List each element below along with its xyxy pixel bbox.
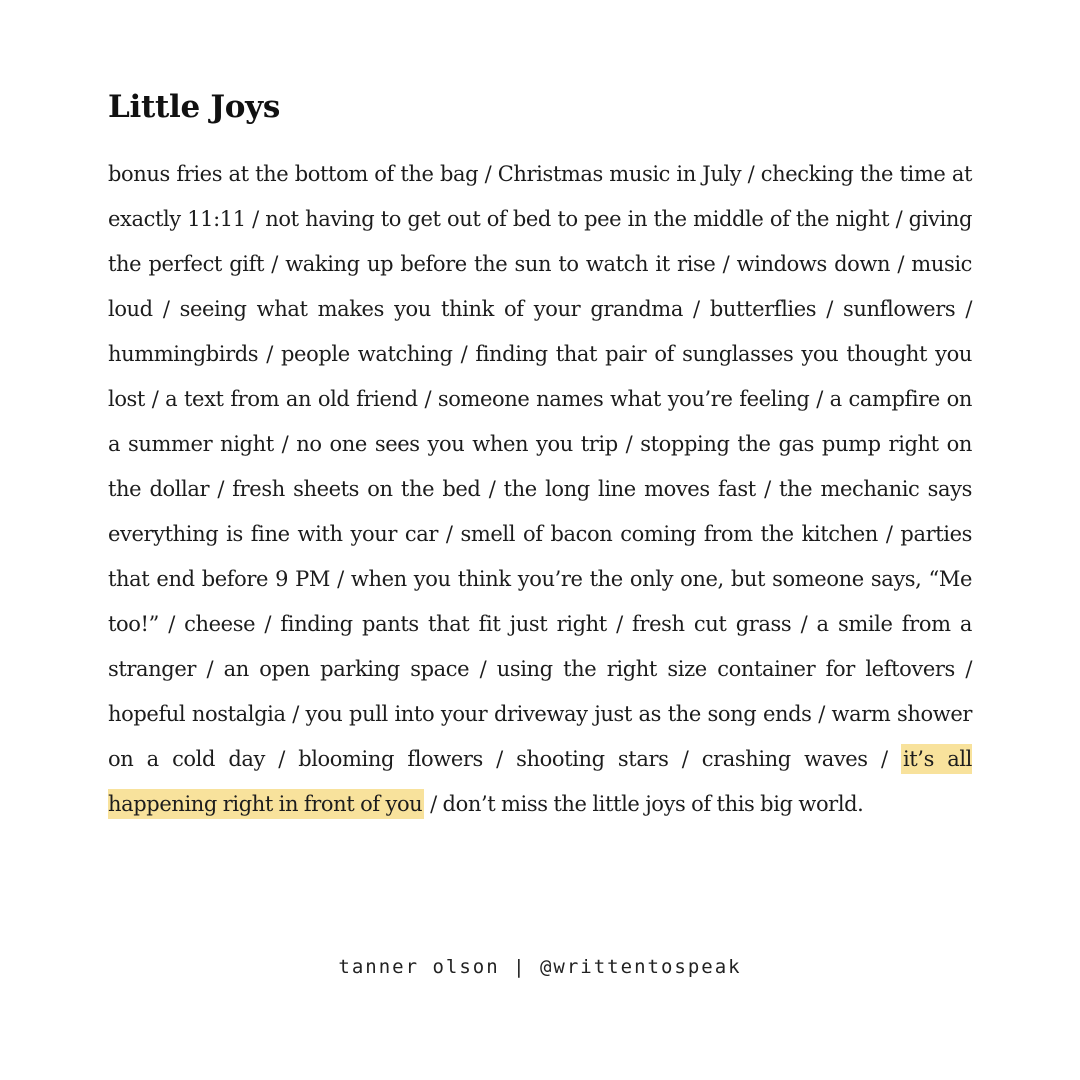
- poem-text-after-highlight: / don’t miss the little joys of this big world.: [424, 792, 864, 816]
- highlighted-phrase: it’s all happening right in front of you: [108, 744, 972, 819]
- author-signature: tanner olson | @writtentospeak: [338, 956, 742, 978]
- poem-page: [108, 82, 972, 827]
- poem-body: [108, 152, 972, 827]
- poem-title: Little Joys: [108, 89, 281, 125]
- poem-text-before-highlight: bonus fries at the bottom of the bag / Christmas music in July / checking the time at exactly 11:11 / not having to get out of bed to pee in the middle of the night / giving the perfect gift / waking up before the sun to watch it rise / windows down / music loud / seeing what makes you think of your grandma / butterflies / sunflowers / hummingbirds / people watching / finding that pair of sunglasses you thought you lost / a text from an old friend / someone names what you’re feeling / a campfire on a summer night / no one sees you when you trip / stopping the gas pump right on the dollar / fresh sheets on the bed / the long line moves fast / the mechanic says everything is fine with your car / smell of bacon coming from the kitchen / parties that end before 9 PM / when you think you’re the only one, but someone says, “Me too!” / cheese / finding pants that fit just right / fresh cut grass / a smile from a stranger / an open parking space / using the right size container for leftovers / hopeful nostalgia / you pull into your driveway just as the song ends / warm shower on a cold day / blooming flowers / shooting stars / crashing waves /: [108, 162, 972, 771]
